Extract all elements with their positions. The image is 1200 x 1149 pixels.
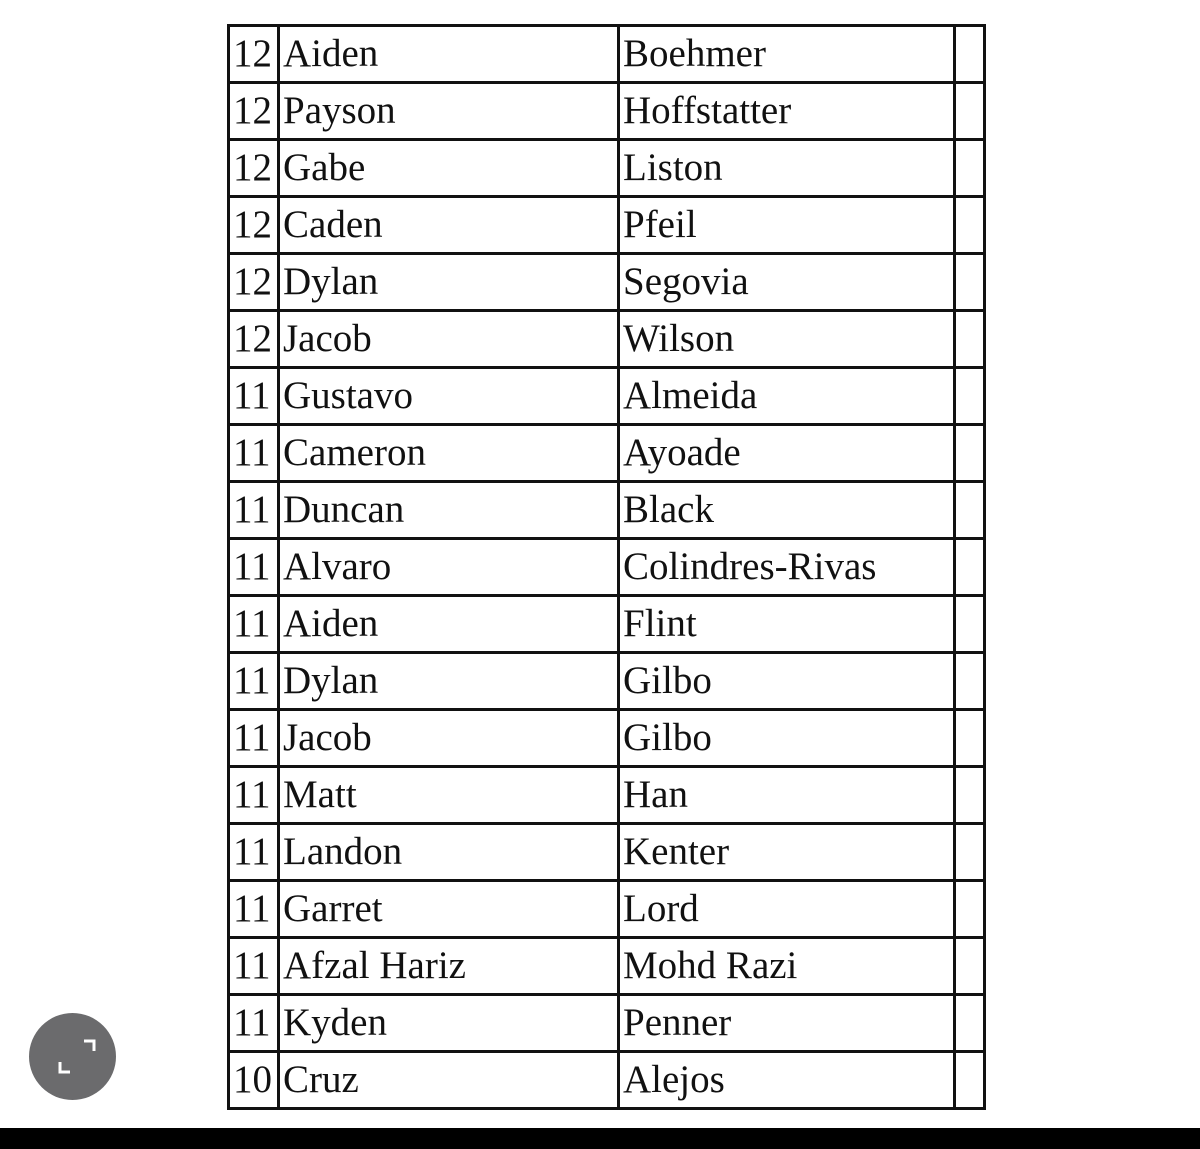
first-name-cell: Afzal Hariz: [279, 938, 619, 995]
last-name-cell: Lord: [619, 881, 955, 938]
last-name-cell: Almeida: [619, 368, 955, 425]
last-name-cell: Pfeil: [619, 197, 955, 254]
grade-cell: 11: [229, 767, 279, 824]
checkbox-cell: [955, 596, 985, 653]
last-name-cell: Penner: [619, 995, 955, 1052]
checkbox-cell: [955, 1052, 985, 1109]
checkbox-cell: [955, 254, 985, 311]
grade-cell: 12: [229, 311, 279, 368]
last-name-cell: Black: [619, 482, 955, 539]
grade-cell: 11: [229, 425, 279, 482]
first-name-cell: Matt: [279, 767, 619, 824]
first-name-cell: Aiden: [279, 596, 619, 653]
last-name-cell: Segovia: [619, 254, 955, 311]
grade-cell: 11: [229, 938, 279, 995]
table-row: [229, 767, 985, 824]
checkbox-cell: [955, 368, 985, 425]
last-name-cell: Boehmer: [619, 26, 955, 83]
first-name-cell: Kyden: [279, 995, 619, 1052]
checkbox-cell: [955, 995, 985, 1052]
first-name-cell: Payson: [279, 83, 619, 140]
first-name-cell: Caden: [279, 197, 619, 254]
last-name-cell: Colindres-Rivas: [619, 539, 955, 596]
table-row: [229, 938, 985, 995]
grade-cell: 12: [229, 197, 279, 254]
table-row: [229, 710, 985, 767]
table-row: [229, 425, 985, 482]
roster-table-body: [229, 26, 985, 1109]
table-row: [229, 311, 985, 368]
checkbox-cell: [955, 767, 985, 824]
checkbox-cell: [955, 425, 985, 482]
last-name-cell: Wilson: [619, 311, 955, 368]
first-name-cell: Duncan: [279, 482, 619, 539]
checkbox-cell: [955, 83, 985, 140]
first-name-cell: Alvaro: [279, 539, 619, 596]
checkbox-cell: [955, 482, 985, 539]
checkbox-cell: [955, 938, 985, 995]
table-row: [229, 881, 985, 938]
table-row: [229, 140, 985, 197]
grade-cell: 11: [229, 653, 279, 710]
first-name-cell: Jacob: [279, 710, 619, 767]
last-name-cell: Ayoade: [619, 425, 955, 482]
last-name-cell: Mohd Razi: [619, 938, 955, 995]
grade-cell: 11: [229, 596, 279, 653]
bottom-bar: [0, 1128, 1200, 1149]
table-row: [229, 995, 985, 1052]
grade-cell: 11: [229, 824, 279, 881]
table-row: [229, 596, 985, 653]
checkbox-cell: [955, 881, 985, 938]
grade-cell: 12: [229, 26, 279, 83]
table-row: [229, 254, 985, 311]
last-name-cell: Kenter: [619, 824, 955, 881]
last-name-cell: Han: [619, 767, 955, 824]
grade-cell: 11: [229, 881, 279, 938]
checkbox-cell: [955, 539, 985, 596]
first-name-cell: Gustavo: [279, 368, 619, 425]
grade-cell: 11: [229, 995, 279, 1052]
first-name-cell: Dylan: [279, 653, 619, 710]
first-name-cell: Garret: [279, 881, 619, 938]
table-row: [229, 26, 985, 83]
grade-cell: 12: [229, 140, 279, 197]
grade-cell: 10: [229, 1052, 279, 1109]
first-name-cell: Dylan: [279, 254, 619, 311]
grade-cell: 11: [229, 539, 279, 596]
checkbox-cell: [955, 26, 985, 83]
first-name-cell: Aiden: [279, 26, 619, 83]
roster-table: [227, 24, 986, 1110]
grade-cell: 12: [229, 83, 279, 140]
expand-button[interactable]: [29, 1013, 116, 1100]
last-name-cell: Alejos: [619, 1052, 955, 1109]
checkbox-cell: [955, 197, 985, 254]
table-row: [229, 539, 985, 596]
table-row: [229, 368, 985, 425]
first-name-cell: Cameron: [279, 425, 619, 482]
last-name-cell: Flint: [619, 596, 955, 653]
table-row: [229, 653, 985, 710]
last-name-cell: Gilbo: [619, 653, 955, 710]
grade-cell: 11: [229, 368, 279, 425]
table-row: [229, 482, 985, 539]
checkbox-cell: [955, 311, 985, 368]
first-name-cell: Landon: [279, 824, 619, 881]
checkbox-cell: [955, 653, 985, 710]
checkbox-cell: [955, 824, 985, 881]
first-name-cell: Gabe: [279, 140, 619, 197]
checkbox-cell: [955, 710, 985, 767]
first-name-cell: Cruz: [279, 1052, 619, 1109]
table-row: [229, 824, 985, 881]
grade-cell: 11: [229, 710, 279, 767]
grade-cell: 11: [229, 482, 279, 539]
table-row: [229, 83, 985, 140]
expand-corners-icon: [29, 1013, 116, 1100]
last-name-cell: Liston: [619, 140, 955, 197]
checkbox-cell: [955, 140, 985, 197]
table-row: [229, 197, 985, 254]
first-name-cell: Jacob: [279, 311, 619, 368]
grade-cell: 12: [229, 254, 279, 311]
table-row: [229, 1052, 985, 1109]
last-name-cell: Gilbo: [619, 710, 955, 767]
last-name-cell: Hoffstatter: [619, 83, 955, 140]
